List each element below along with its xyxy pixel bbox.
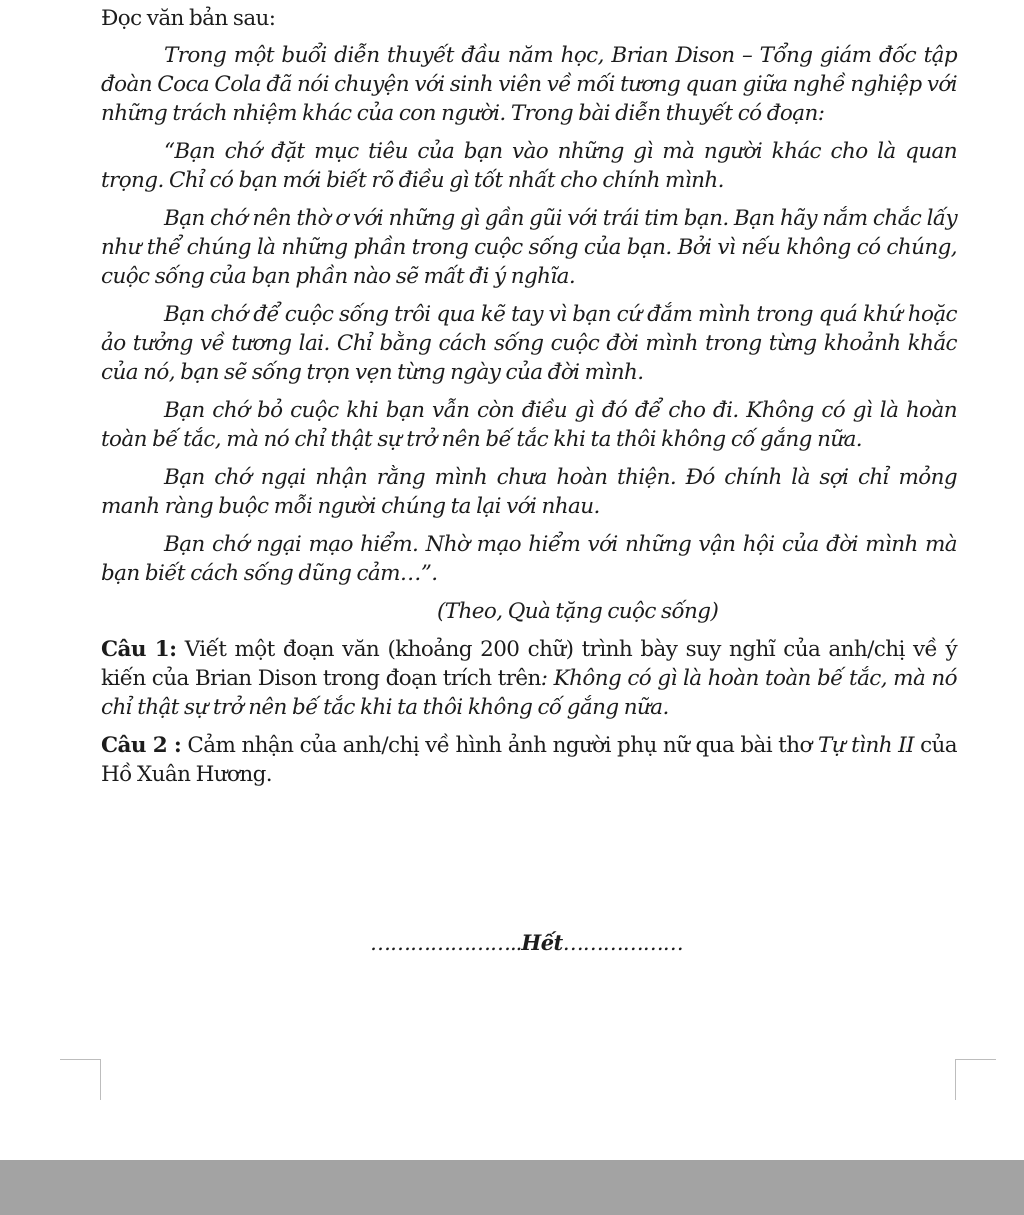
viewer-gray-background xyxy=(0,1160,1024,1215)
question-2-text: Cảm nhận của anh/chị về hình ảnh người phụ nữ qua bài thơ xyxy=(181,733,818,758)
source-citation: (Theo, Quà tặng cuộc sống) xyxy=(437,599,719,624)
question-2-label: Câu 2 : xyxy=(101,733,182,758)
end-marker xyxy=(370,930,690,955)
intro-line: Đọc văn bản sau: xyxy=(101,6,276,31)
passage-paragraph-3: Bạn chớ nên thờ ơ với những gì gần gũi với trái tim bạn. Bạn hãy nắm chắc lấy như thể chúng là những phần trong cuộc sống của bạn. Bởi vì nếu không có chúng, cuộc sống của bạn phần nào sẽ mất đi ý nghĩa. xyxy=(101,206,957,289)
end-dots-right: ……………… xyxy=(562,931,683,955)
question-1-label: Câu 1: xyxy=(101,637,177,662)
question-1-text: Viết một đoạn văn (khoảng 200 chữ) trình bày suy nghĩ của anh/chị về ý kiến của Brian Dison trong đoạn trích trên xyxy=(101,637,957,691)
passage-paragraph-4: Bạn chớ để cuộc sống trôi qua kẽ tay vì bạn cứ đắm mình trong quá khứ hoặc ảo tưởng về tương lai. Chỉ bằng cách sống cuộc đời mình trong từng khoảnh khắc của nó, bạn sẽ sống trọn vẹn từng ngày của đời mình. xyxy=(101,302,957,385)
passage-paragraph-7: Bạn chớ ngại mạo hiểm. Nhờ mạo hiểm với những vận hội của đời mình mà bạn biết cách sống dũng cảm…”. xyxy=(101,532,957,586)
passage-paragraph-5: Bạn chớ bỏ cuộc khi bạn vẫn còn điều gì đó để cho đi. Không có gì là hoàn toàn bế tắc, mà nó chỉ thật sự trở nên bế tắc khi ta thôi không cố gắng nữa. xyxy=(101,398,957,452)
question-1-quote: : Không có gì là hoàn toàn bế tắc, mà nó chỉ thật sự trở nên bế tắc khi ta thôi không cố gắng nữa. xyxy=(101,666,957,720)
passage-paragraph-2: “Bạn chớ đặt mục tiêu của bạn vào những gì mà người khác cho là quan trọng. Chỉ có bạn mới biết rõ điều gì tốt nhất cho chính mình. xyxy=(101,139,957,193)
passage-paragraph-1: Trong một buổi diễn thuyết đầu năm học, Brian Dison – Tổng giám đốc tập đoàn Coca Cola đã nói chuyện với sinh viên về mối tương quan giữa nghề nghiệp với những trách nhiệm khác của con người. Trong bài diễn thuyết có đoạn: xyxy=(101,43,957,126)
page-corner-mark-left xyxy=(60,1059,101,1100)
document-body xyxy=(101,4,957,798)
poem-title: Tự tình II xyxy=(817,733,914,758)
end-word: Hết xyxy=(521,930,563,955)
page-corner-mark-right xyxy=(955,1059,996,1100)
passage-paragraph-6: Bạn chớ ngại nhận rằng mình chưa hoàn thiện. Đó chính là sợi chỉ mỏng manh ràng buộc mỗi người chúng ta lại với nhau. xyxy=(101,465,957,519)
question-2 xyxy=(101,731,957,789)
question-2-suffix: của Hồ Xuân Hương. xyxy=(101,733,958,787)
end-dots-left: ………………….. xyxy=(370,931,522,955)
question-1 xyxy=(101,635,957,722)
